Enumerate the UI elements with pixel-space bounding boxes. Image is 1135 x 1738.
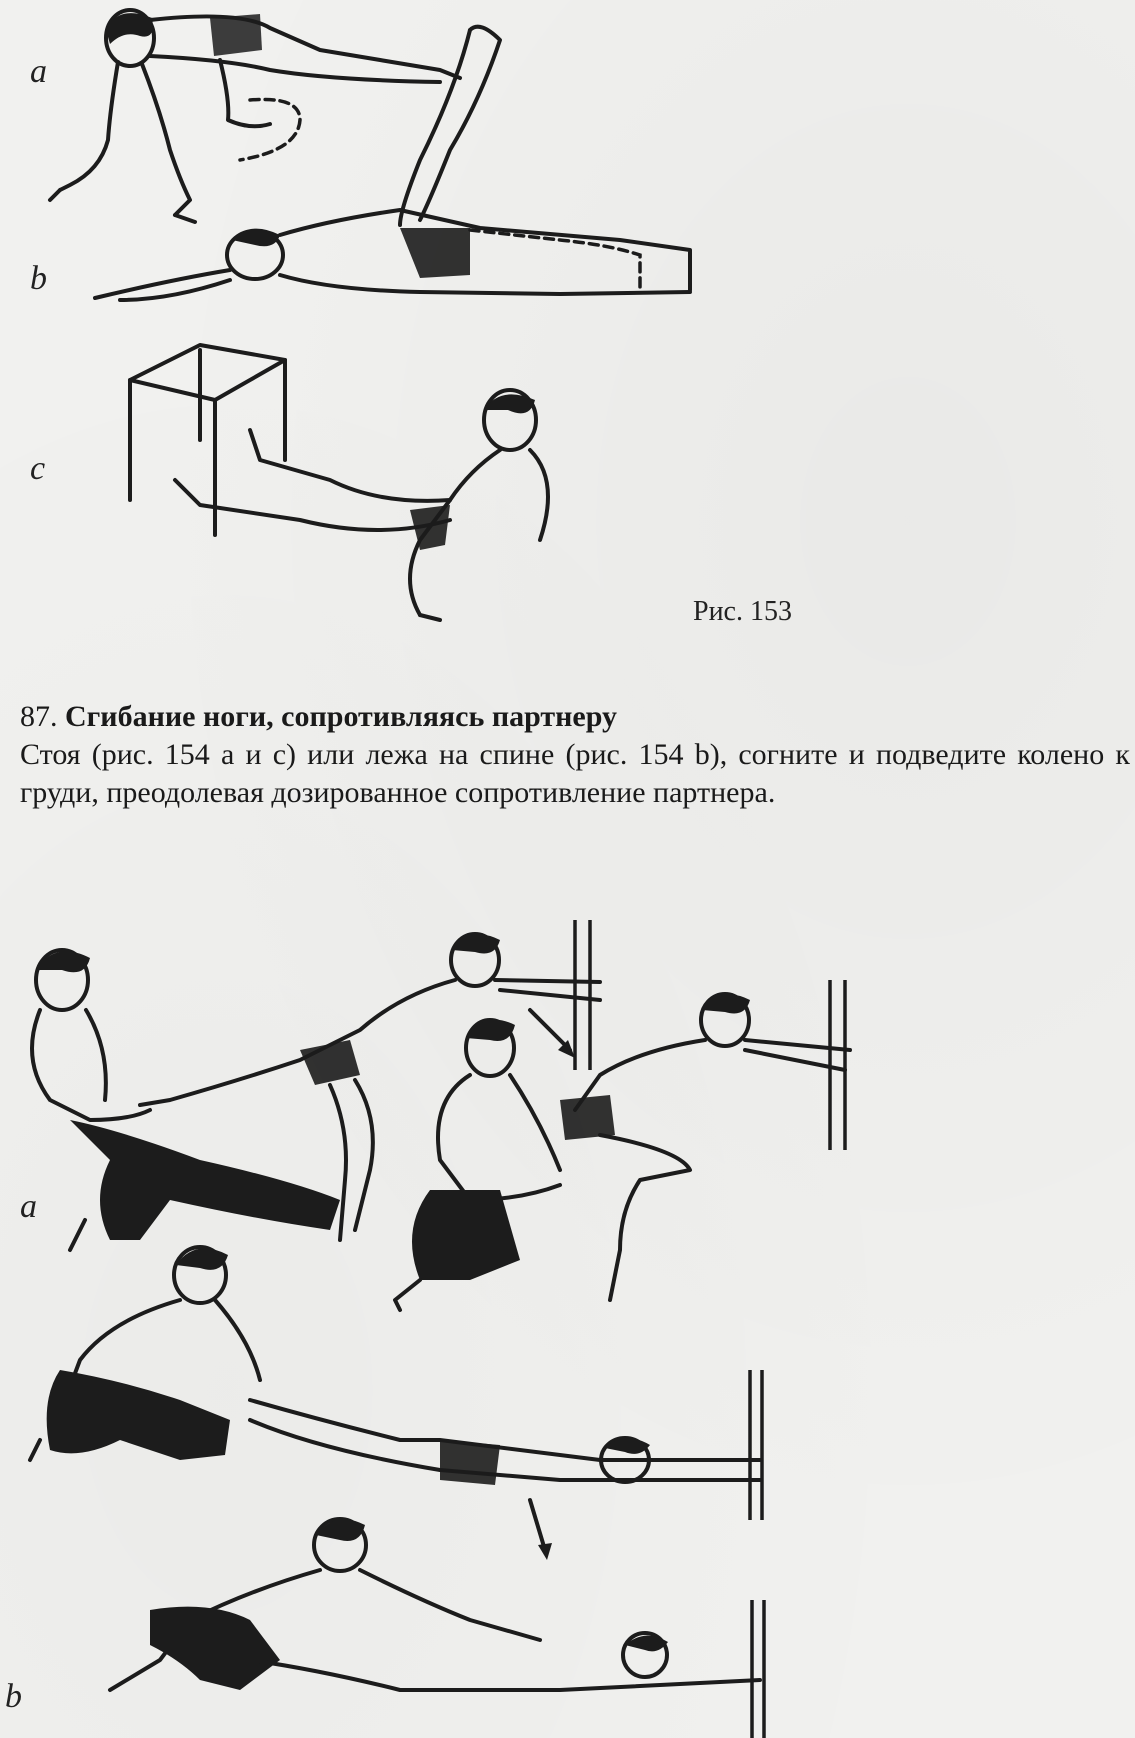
figure-153a-drawing <box>50 10 460 222</box>
figure-153-caption: Рис. 153 <box>693 596 792 627</box>
figure-154a-drawing <box>32 920 850 1310</box>
exercise-body: Стоя (рис. 154 а и с) или лежа на спине (рис. 154 b), согните и подведите колено к груди, преодолевая дозированное сопротивление партнера. <box>20 738 1130 809</box>
figure-154 <box>0 900 1135 1738</box>
figure-153c-drawing <box>130 345 548 620</box>
exercise-title: Сгибание ноги, сопротивляясь партнеру <box>65 700 618 733</box>
figure-153b-drawing <box>95 27 690 300</box>
figure-154-label-a: a <box>20 1188 37 1225</box>
exercise-text <box>20 698 1130 812</box>
figure-154b-drawing <box>30 1247 764 1738</box>
figure-153-label-b: b <box>30 260 47 297</box>
figure-154-illustration <box>0 900 1135 1738</box>
exercise-number: 87. <box>20 700 58 733</box>
figure-153-label-c: c <box>30 450 46 487</box>
figure-153 <box>0 0 1135 640</box>
figure-153-label-a: a <box>30 53 47 90</box>
figure-154-label-b: b <box>5 1678 22 1715</box>
exercise-heading <box>20 698 1130 736</box>
figure-153-illustration <box>0 0 1135 640</box>
